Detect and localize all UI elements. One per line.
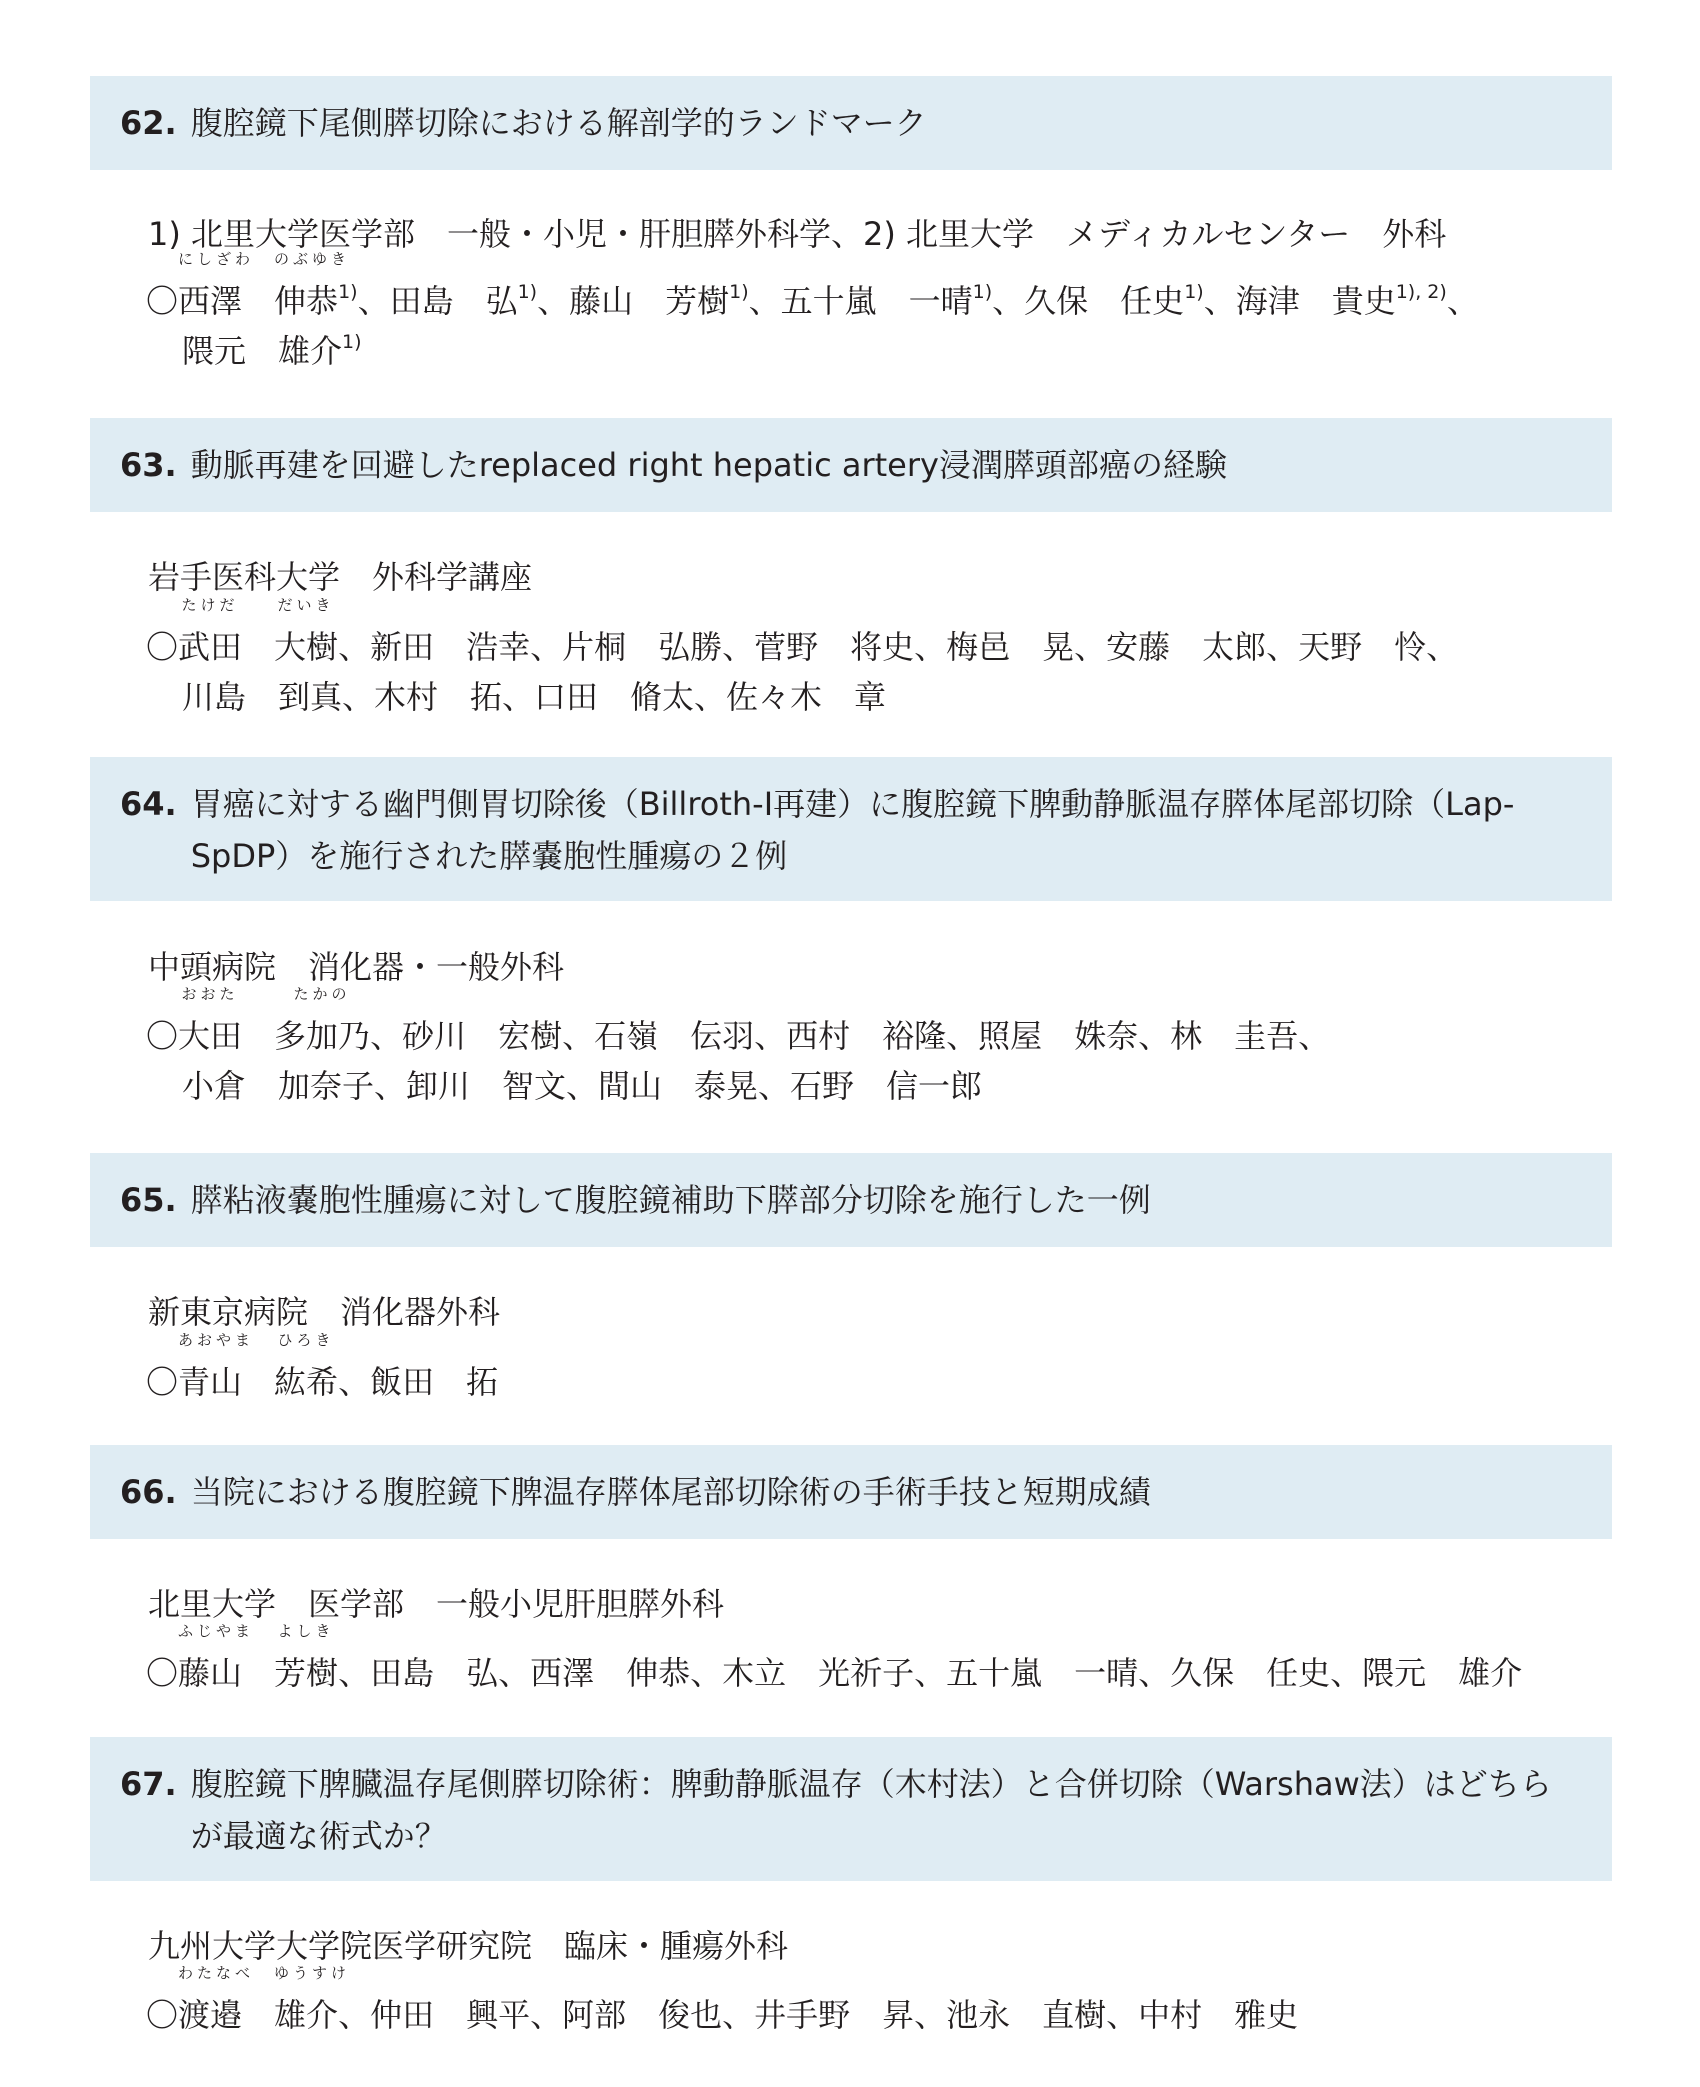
author-list	[146, 985, 1606, 1111]
presenter-marker: 〇	[146, 628, 179, 666]
entry-number: 64.	[120, 785, 177, 823]
entry-title: 腹腔鏡下尾側膵切除における解剖学的ランドマーク	[190, 104, 927, 142]
author-list	[146, 1964, 1606, 2040]
affiliation: 1) 北里大学医学部 一般・小児・肝胆膵外科学、2) 北里大学 メディカルセンター 外科	[148, 215, 1447, 253]
author-line	[146, 1331, 1606, 1407]
author-line	[146, 985, 1606, 1061]
author-list	[146, 1622, 1606, 1698]
entry-title: 腹腔鏡下脾臓温存尾側膵切除術：脾動静脈温存（木村法）と合併切除（Warshaw法）はどちらが最適な術式か？	[190, 1765, 1552, 1855]
entry-title: 胃癌に対する幽門側胃切除後（Billroth-Ⅰ再建）に腹腔鏡下脾動静脈温存膵体尾部切除（Lap-SpDP）を施行された膵嚢胞性腫瘍の２例	[190, 785, 1515, 875]
affiliation-marker: 1)	[972, 281, 993, 303]
author-list	[146, 250, 1606, 376]
author-list	[146, 1331, 1606, 1407]
presenter-marker: 〇	[146, 1363, 179, 1401]
entry-number: 63.	[120, 446, 177, 484]
author-name: 、五十嵐 一晴	[748, 282, 973, 320]
ruby-reading: よしき	[277, 1622, 335, 1640]
presenter-given-name: だいき 大樹	[274, 596, 339, 666]
presenter-given-name: よしき 芳樹	[274, 1622, 339, 1692]
entry-title: 動脈再建を回避したreplaced right hepatic artery浸潤膵頭部癌の経験	[190, 446, 1227, 484]
entry-66	[90, 1445, 1612, 1692]
presenter-given-name: たかの 多加乃	[274, 985, 371, 1055]
presenter-family-name: わたなべ 渡邉	[178, 1964, 255, 2034]
ruby-reading: ひろき	[277, 1331, 335, 1349]
affiliation-marker: 1)	[517, 281, 538, 303]
presenter-marker: 〇	[146, 282, 179, 320]
presenter-marker: 〇	[146, 1996, 179, 2034]
presenter-given-name: のぶゆき 伸恭	[274, 250, 351, 320]
presenter-given-name: ゆうすけ 雄介	[274, 1964, 351, 2034]
entry-62	[90, 76, 1612, 370]
author-line: 川島 到真、木村 拓、口田 脩太、佐々木 章	[182, 678, 887, 716]
ruby-reading: たかの	[293, 985, 351, 1003]
entry-number: 62.	[120, 104, 177, 142]
ruby-reading: たけだ	[181, 596, 239, 614]
presenter-given-name: ひろき 紘希	[274, 1331, 339, 1401]
presenter-family-name: あおやま 青山	[178, 1331, 255, 1401]
affiliation: 北里大学 医学部 一般小児肝胆膵外科	[148, 1585, 725, 1623]
affiliation-marker: 1)	[1184, 281, 1204, 303]
ruby-reading: だいき	[277, 596, 335, 614]
entry-title-band	[90, 757, 1612, 901]
author-line	[146, 1622, 1606, 1698]
author-name: 、藤山 芳樹	[537, 282, 730, 320]
entry-63	[90, 418, 1612, 716]
ruby-reading: わたなべ	[178, 1964, 255, 1982]
author-line: 小倉 加奈子、卸川 智文、間山 泰晃、石野 信一郎	[182, 1067, 983, 1105]
author-line	[146, 326, 1606, 376]
affiliation-marker: 1), 2)	[1395, 281, 1447, 303]
author-line	[146, 250, 1606, 326]
presenter-family-name: にしざわ 西澤	[178, 250, 255, 320]
presenter-marker: 〇	[146, 1654, 179, 1692]
entry-64	[90, 757, 1612, 1105]
entry-title-band	[90, 1153, 1612, 1247]
ruby-reading: あおやま	[178, 1331, 255, 1349]
presenter-family-name: ふじやま 藤山	[178, 1622, 255, 1692]
author-separator: 、	[1446, 282, 1479, 320]
entry-67	[90, 1737, 1612, 2034]
entry-title: 当院における腹腔鏡下脾温存膵体尾部切除術の手術手技と短期成績	[190, 1473, 1151, 1511]
author-names: 、砂川 宏樹、石嶺 伝羽、西村 裕隆、照屋 姝奈、林 圭吾、	[370, 1017, 1331, 1055]
author-names: 、仲田 興平、阿部 俊也、井手野 昇、池永 直樹、中村 雅史	[338, 1996, 1299, 2034]
author-names: 、新田 浩幸、片桐 弘勝、菅野 将史、梅邑 晃、安藤 太郎、天野 怜、	[338, 628, 1459, 666]
entry-title-band	[90, 1737, 1612, 1881]
author-name: 、久保 任史	[992, 282, 1185, 320]
author-line	[146, 596, 1606, 672]
affiliation: 新東京病院 消化器外科	[148, 1293, 501, 1331]
affiliation-marker: 1)	[342, 331, 362, 353]
ruby-reading: のぶゆき	[274, 250, 351, 268]
author-names: 、田島 弘、西澤 伸恭、木立 光祈子、五十嵐 一晴、久保 任史、隈元 雄介	[338, 1654, 1523, 1692]
affiliation: 九州大学大学院医学研究院 臨床・腫瘍外科	[148, 1927, 789, 1965]
ruby-reading: おおた	[181, 985, 239, 1003]
author-name: 隈元 雄介	[182, 332, 343, 370]
affiliation-marker: 1)	[729, 281, 749, 303]
author-names: 、飯田 拓	[338, 1363, 499, 1401]
ruby-reading: ふじやま	[178, 1622, 255, 1640]
affiliation: 岩手医科大学 外科学講座	[148, 558, 533, 596]
entry-65	[90, 1153, 1612, 1401]
ruby-reading: ゆうすけ	[274, 1964, 351, 1982]
affiliation-marker: 1)	[338, 281, 358, 303]
entry-title-band	[90, 1445, 1612, 1539]
entry-title: 膵粘液嚢胞性腫瘍に対して腹腔鏡補助下膵部分切除を施行した一例	[190, 1181, 1151, 1219]
entry-title-band	[90, 76, 1612, 170]
presenter-marker: 〇	[146, 1017, 179, 1055]
author-line	[146, 1964, 1606, 2040]
affiliation: 中頭病院 消化器・一般外科	[148, 948, 565, 986]
entry-number: 65.	[120, 1181, 177, 1219]
author-list	[146, 596, 1606, 722]
author-name: 、海津 貴史	[1203, 282, 1396, 320]
presenter-family-name: たけだ 武田	[178, 596, 243, 666]
entry-number: 67.	[120, 1765, 177, 1803]
presenter-family-name: おおた 大田	[178, 985, 243, 1055]
author-name: 、田島 弘	[357, 282, 518, 320]
ruby-reading: にしざわ	[178, 250, 255, 268]
entry-number: 66.	[120, 1473, 177, 1511]
entry-title-band	[90, 418, 1612, 512]
